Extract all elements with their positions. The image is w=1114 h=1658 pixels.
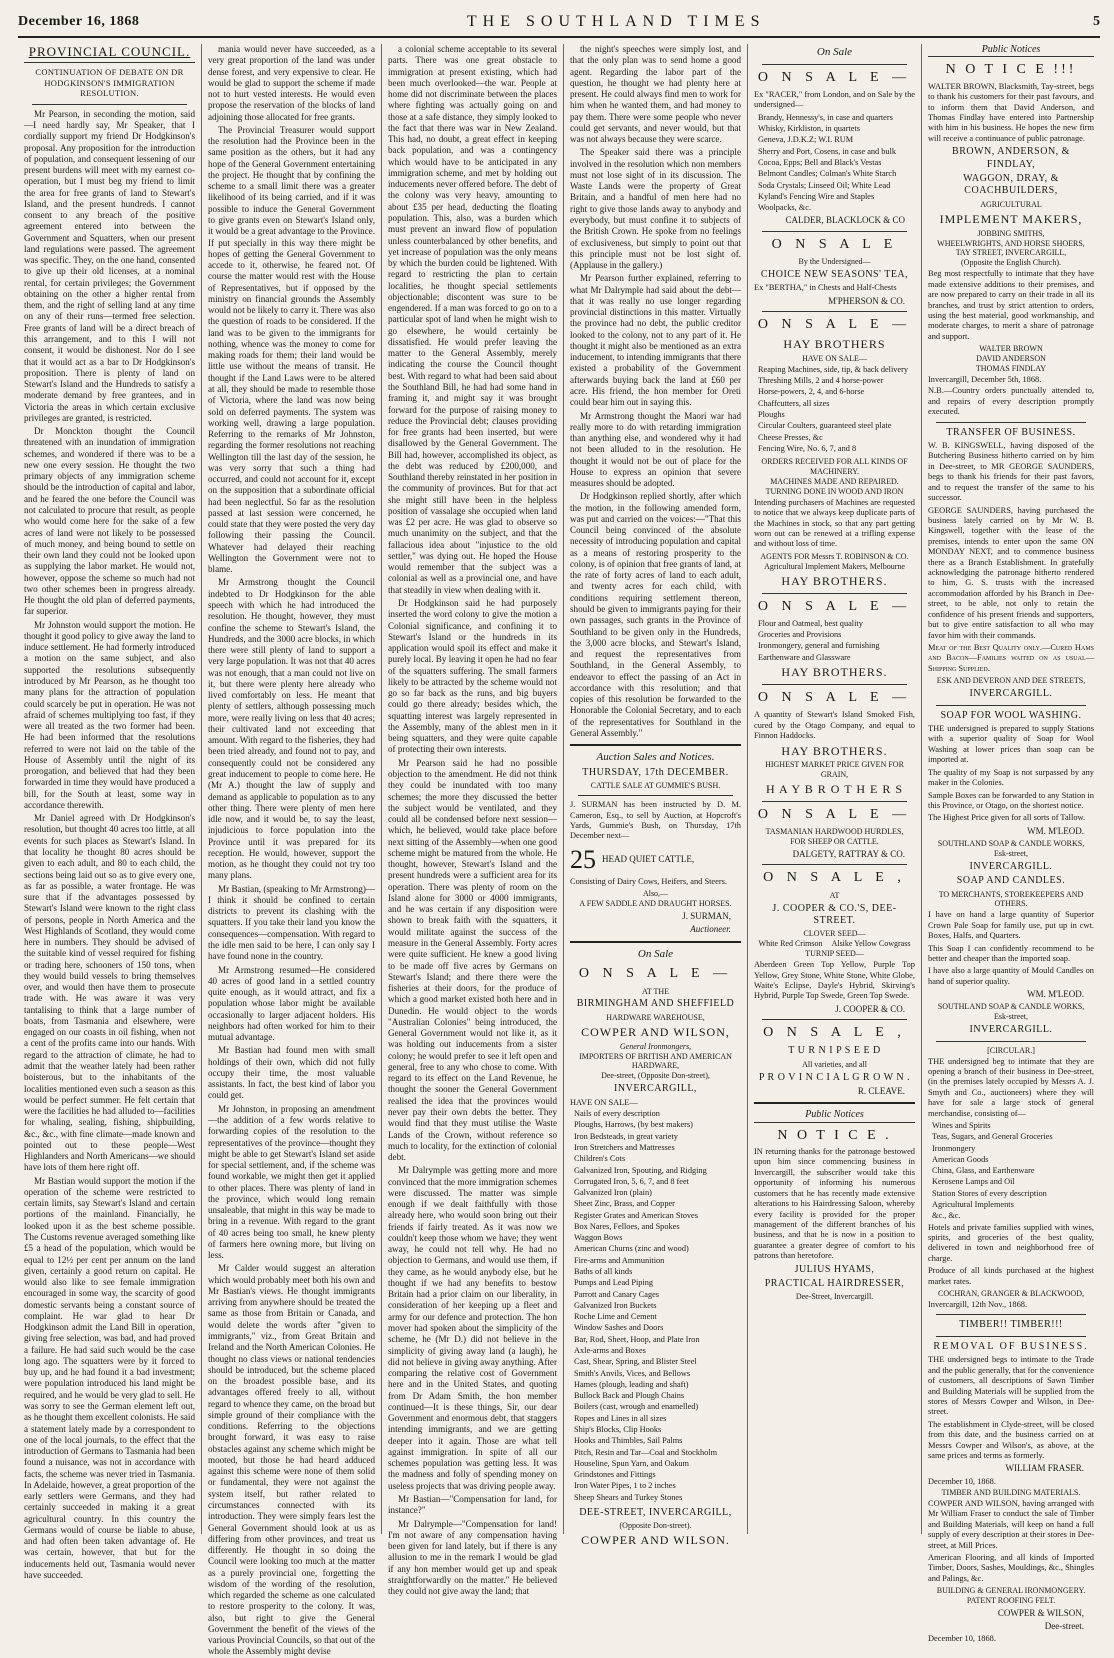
- list-item: Sherry and Port, Cosens, in case and bulk: [758, 146, 897, 156]
- list-item: Register Grates and American Stoves: [574, 1210, 698, 1220]
- on-sale-banner: O N S A L E —: [757, 807, 912, 823]
- ad-text: Meat of the Best Quality only.—Cured Hams and Bacon—Families waited on as usual—Shipping Supplied.: [928, 643, 1094, 673]
- firm-line: TAY STREET, INVERCARGILL,: [955, 248, 1067, 258]
- list-item: Brandy, Hennessy's, in case and quarters: [758, 112, 893, 122]
- ad-text: COWPER AND WILSON, having arranged with Mr William Fraser to conduct the sale of Timber and Building Materials, will keep on hand a full supply of every description at their stores in Dee-street, at Mill Prices.: [928, 1498, 1094, 1550]
- list-item: Fencing Wire, No. 6, 7, and 8: [758, 443, 857, 453]
- article-paragraph: the night's speeches were simply lost, and that the only plan was to send home a good agent. Regarding the labor part of the question, he thought we had plenty here at present. He could always find men to work for him when he wanted them, and had money to pay them. There were some people who never could get servants, and never would, but that was not always because they were scarce.: [570, 44, 741, 145]
- ad-text: The Highest Price given for all sorts of Tallow.: [928, 813, 1086, 823]
- list-item: Grindstones and Fittings: [574, 1470, 656, 1480]
- ad-text: THE undersigned is prepared to supply Stations with a superior quality of Soap for Wool Washing at lower prices than soap can be imported at.: [928, 723, 1094, 765]
- ad-text: THE undersigned begs to intimate to the Trade and the public generally, that for the convenience of customers, all descriptions of Sawn Timber and Building Materials will be supplied from the stores of Messrs Cowper and Wilson, in Dee-street.: [928, 1355, 1094, 1417]
- list-item: Sheep Shears and Turkey Stones: [574, 1492, 683, 1502]
- article-paragraph: Mr Armstrong resumed—He considered 40 acres of good land in a settled country quite enough, as it would attract, and fix a population whose labor might be available occasionally to larger adjacent holders. His neighbors had often worked for him to their mutual advantage.: [208, 964, 375, 1043]
- notice-title: N O T I C E !!!: [945, 62, 1077, 78]
- firm-signature: HAY BROTHERS.: [781, 573, 888, 588]
- divider: [936, 1336, 1086, 1337]
- list-item: Pumps and Lead Piping: [574, 1278, 654, 1288]
- firm-line: IMPLEMENT MAKERS,: [939, 211, 1083, 226]
- list-item: &c., &c.: [932, 1211, 961, 1221]
- firm-name: HAY BROTHERS: [783, 337, 886, 352]
- list-item: Ironmongery: [932, 1143, 976, 1153]
- firm-signature: CALDER, BLACKLOCK & CO: [785, 215, 905, 226]
- ad-heading: SOAP AND CANDLES.: [956, 875, 1066, 887]
- firm-importers: IMPORTERS OF BRITISH AND AMERICAN HARDWARE,: [579, 1051, 732, 1071]
- list-item: Kerosene Lamps and Oil: [932, 1177, 1015, 1187]
- firm-line: WHEELWRIGHTS, AND HORSE SHOERS,: [937, 238, 1085, 248]
- masthead: [18, 8, 1100, 38]
- have-on-sale-label: HAVE ON SALE—: [570, 1097, 638, 1107]
- list-item: Hooks and Thimbles, Sail Palms: [574, 1436, 683, 1446]
- ad-heading: REMOVAL OF BUSINESS.: [933, 1340, 1089, 1352]
- list-item: Houseline, Spun Yarn, and Oakum: [574, 1458, 689, 1468]
- article-paragraph: Mr Calder would suggest an alteration which would probably meet both his own and Mr Bastian's views. He thought immigrants arriving from anywhere should be treated the same as those from Britain or Canada, and would delete the words after "given to immigrants," viz., from Great Britain and Ireland and the North American Colonies. He thought no class views or national tendencies should be introduced, but the scheme placed on the broadest possible base, and its advantages offered freely to all, without regard to whence they came, on the broad but simple ground of their compliance with the conditions. Referring to the objections brought forward, it was easy to raise obstacles against any scheme which might be mooted, but those he had heard adduced against this scheme were none of them solid or fundamental, they were not against the system itself, but rather related to circumstances connected with its introduction. They were simply fears lest the General Government should look at us as differing from other provinces, and treat us differently. He thought in so doing the Council were looking too much at the matter as a purely provincial one, forgetting the wisdom of the wording of the resolution, which regarded the scheme as one calculated to restore prosperity to the colony. It was, also, but right to give the General Government the benefit of the views of the various Provincial Councils, so that out of the whole the Assembly might devise: [208, 1263, 375, 1657]
- divider: [936, 1041, 1086, 1042]
- ad-text: AT: [829, 890, 840, 900]
- ad-heading: INVERCARGILL.: [969, 1024, 1053, 1036]
- list-item: Earthenware and Glassware: [758, 652, 851, 662]
- list-item: Galvanized Iron Buckets: [574, 1300, 657, 1310]
- ad-text: I have also a large quantity of Mould Candles on hand of superior quality.: [928, 966, 1094, 986]
- list-item: Horse-powers, 2, 4, and 6-horse: [758, 387, 865, 397]
- ad-date: Invercargill, December 5th, 1868.: [928, 374, 1042, 384]
- ad-heading: TURNIP SEED—: [805, 949, 864, 959]
- list-item: Station Stores of every description: [932, 1188, 1047, 1198]
- list-item: American Churns (zinc and wood): [574, 1244, 689, 1254]
- ad-text: THE undersigned beg to intimate that they are opening a branch of their business in Dee-street, (in the premises lately occupied by Messrs A. J. Smyth and Co., auctioneers) where they will have for sale a large stock of general merchandise, consisting of—: [928, 1056, 1094, 1118]
- divider: [578, 795, 733, 796]
- advertiser-title: PRACTICAL HAIRDRESSER,: [764, 1278, 905, 1290]
- list-item: Cast, Shear, Spring, and Blister Steel: [574, 1357, 697, 1367]
- page-number: 5: [1093, 14, 1100, 29]
- list-item: American Goods: [932, 1154, 989, 1164]
- list-item: Roche Lime and Cement: [574, 1312, 657, 1322]
- clover-varieties-left: White Red Crimson: [758, 939, 823, 949]
- article-paragraph: Mr Daniel agreed with Dr Hodgkinson's resolution, but thought 40 acres too little, at all events for such places as Stewart's Island. In that locality he thought 80 acres should be given to each adult, and 80 to each child, the sections being laid out so as to give every one, as far as possible, a water frontage. He was sure that if the advantages possessed by Stewart's Island were known to the right class of persons, people in North America and the West Highlands of Scotland, they would come here in numbers. They should be advised of the suitable kind of vessel required for fishing or trading here, schooners of 150 tons, when they would build vessels to bring themselves over, and would then have them to prosecute trade with. He was aware it was very tantalising to think that a large number of boats, from Tasmania and elsewhere, were engaged on our coasts in oil fishing, when not a cent of the profits came into our hands. With regard to the attraction of climate, he had to admit that the weather lately had been rather boisterous, but to the inhabitants of the localities mentioned even such a season as this would be perfect summer. He felt certain that were the facilities he had alluded to—facilities for whaling, sealing, fishing, shipbuilding, &c., &c., with fine climate—made known and pointed out to these people—West Highlanders and North Americans—we should have lots of them here right off.: [24, 813, 195, 1173]
- ad-heading: AGENTS FOR Messrs T. ROBINSON & CO.: [760, 551, 909, 561]
- ad-heading: TIMBER!! TIMBER!!!: [959, 1319, 1063, 1331]
- article-paragraph: a colonial scheme acceptable to its several parts. There was one great obstacle to immigration at present existing, which had been much overlooked—the war. People at home did not discriminate between the places where fighting was actually going on and those at a safe distance, they simply looked to the fact that there was war in New Zealand. This had, no doubt, a great effect in keeping back population, and was a contingency which would have to be anticipated in any immigration scheme, and met by holding out inducements never offered before. The debt of the colony was very heavy, amounting to about £35 per head, deducting the floating population. This, also, was a burden which must prevent an inward flow of population unless counterbalanced by other benefits, and yet increase of population was the only means by which the burden could be lightened. With regard to restricting the plan to certain localities, he thought special settlements objectionable; discontent was sure to be engendered. If a man was forced to go on to a particular spot of land when he might wish to go elsewhere, he would certainly be dissatisfied. He would prefer leaving the matter to the General Assembly, merely indicating the course the Council thought best. With regard to what had been said about the Southland Bill, he had had some hand in framing it, and might say it was brought forward for the purpose of raising money to reduce the Provincial debt; clauses providing for free grants had been inserted, but were disallowed by the General Government. The Bill had, however, accomplished its object, as the debt was reduced by £200,000, and Southland thereby reinstated in her position in the community of provinces. But for that act she might still have been in the helpless position of vassalage she occupied when land was £2 per acre. He was glad to observe so much unanimity on the subject, and that the fallacious idea about "injustice to the old settler," was dying out. He hoped the House would remember that the subject was a colonial as well as a provincial one, and have that steadily in view when dealing with it.: [388, 44, 557, 595]
- list-item: Parrott and Canary Cages: [574, 1289, 660, 1299]
- advertiser-name: JULIUS HYAMS,: [794, 1263, 875, 1275]
- article-paragraph: Mr Pearson further explained, referring to what Mr Dalrymple had said about the debt—that it was really no use longer regarding provincial distinctions in this matter. Virtually the province had no debt, the public creditor looked to the colony, not to any part of it. He thought it might also be mentioned as an extra inducement, to intending immigrants that there existed a probability of the Government afterwards buying back the land at £60 per acre. His friend, the hon member for Oreti could bear him out in saying this.: [570, 273, 741, 408]
- list-item: Iron Bedsteads, in great variety: [574, 1131, 678, 1141]
- auctioneer-name: J. SURMAN,: [682, 911, 731, 922]
- ad-text: W. B. KINGSWELL, having disposed of the Butchering Business hitherto carried on by him in Dee-street, to MR GEORGE SAUNDERS, begs to thank his friends for their past favors, and to request the transfer of the same to his successor.: [928, 441, 1094, 503]
- article-paragraph: Mr Bastian, (speaking to Mr Armstrong)—I think it should be confined to certain districts to prevent its clashing with the squatters. If you take their land you know the consequences—compensation. With regard to the idle men said to be here, I can only say I have found none in the country.: [208, 883, 375, 962]
- ad-text: Hotels and private families supplied with wines, spirits, and groceries of the best quality, delivered in town and neighborhood free of charge.: [928, 1222, 1094, 1263]
- ad-text: Intending purchasers of Machines are requested to notice that we always keep duplicate parts of the Machines in stock, so that any part getting worn out can be renewed at a trifling expense and without loss of time.: [754, 497, 915, 549]
- ad-heading: SOUTHLAND SOAP & CANDLE WORKS,: [937, 838, 1085, 848]
- ad-heading: TO MERCHANTS, STOREKEEPERS AND OTHERS.: [938, 889, 1084, 909]
- public-notices-heading: Public Notices: [928, 44, 1094, 57]
- advertiser-address: Dee-street.: [1044, 1621, 1084, 1632]
- ad-text: Ex "RACER," from London, and on Sale by the undersigned—: [754, 89, 915, 110]
- ad-text: Sample Boxes can be forwarded to any Station in this Province, or Otago, on the shortest notice.: [928, 790, 1094, 810]
- firm-line: BROWN, ANDERSON, & FINDLAY,: [952, 146, 1070, 170]
- divider: [936, 422, 1086, 423]
- article-paragraph: Mr Dalrymple—"Compensation for land! I'm not aware of any compensation having been given for land lately, but if there is any allusion to me in the remark I would be glad if any hon member would get up and speak straightforwardly on the matter." He believed they could not give away the land; that: [388, 1518, 557, 1597]
- list-item: Ship's Blocks, Clip Hooks: [574, 1424, 662, 1434]
- have-on-sale-label: HAVE ON SALE—: [802, 353, 867, 363]
- on-sale-heading: On Sale: [816, 46, 853, 58]
- ad-text: Ex "BERTHA," in Chests and Half-Chests: [754, 283, 897, 293]
- ad-heading: SOAP FOR WOOL WASHING.: [940, 709, 1082, 721]
- firm-address: Dee-street, (Opposite Don-street),: [601, 1071, 710, 1081]
- list-item: Waggon Bows: [574, 1233, 623, 1243]
- list-item: Flour and Oatmeal, best quality: [758, 618, 863, 628]
- list-item: Geneva, J.D.K.Z; W.I. RUM: [758, 135, 854, 145]
- firm-name: J. COOPER & CO.'S, DEE-STREET.: [772, 902, 897, 927]
- on-sale-banner: O N S A L E —: [578, 966, 733, 982]
- ad-heading: CLOVER SEED—: [803, 929, 866, 939]
- list-item: Wines and Spirits: [932, 1121, 991, 1131]
- article-paragraph: Dr Monckton thought the Council threatened with an inundation of immigration schemes, and wondered if there was to be a new one every session. He thought the two primary objects of any immigration scheme should be the introduction of capital and labor, and he feared the one before the Council was not calculated to procure that result, as people who would come here for the sake of a few acres of land were not likely to be possessed of much money, and being bound to settle on their own land they could not be looked upon as supplying the labor market. He would not, however, oppose the scheme so much had not two other schemes been in progress already. He thought the old plan of deferred payments, far superior.: [24, 426, 195, 617]
- list-item: Iron Water Pipes, 1 to 2 inches: [574, 1481, 676, 1491]
- column-4: [564, 44, 748, 1548]
- auction-date: THURSDAY, 17th DECEMBER.: [582, 766, 729, 778]
- warehouse-name-2: HARDWARE WAREHOUSE,: [606, 1012, 705, 1022]
- firm-signature: M'PHERSON & CO.: [828, 295, 905, 306]
- ad-text: This Soap I can confidently recommend to be better and cheaper than the imported soap.: [928, 943, 1094, 964]
- divider: [762, 593, 907, 594]
- divider: [936, 1314, 1086, 1315]
- ad-heading: ORDERS RECEIVED FOR ALL KINDS OF MACHINERY.: [761, 457, 908, 477]
- ad-date: December 10, 1868.: [928, 1634, 996, 1644]
- article-subhead: CONTINUATION OF DEBATE ON DR HODGKINSON'S IMMIGRATION RESOLUTION.: [35, 67, 184, 99]
- list-item: Teas, Sugars, and General Groceries: [932, 1132, 1053, 1142]
- ad-text: By the Undersigned—: [798, 256, 871, 266]
- article-paragraph: The Speaker said there was a principle involved in the resolution which non members must not lose sight of in its discussion. The Waste Lands were the property of Great Britain, and a handful of men here had no right to give those lands away to anybody and everybody, but must confine it to subjects of the British Crown. He spoke from no feelings of exclusiveness, but simply to point out that this principle must not be lost sight of. (Applause in the gallery.): [570, 147, 741, 271]
- ad-heading: INVERCARGILL.: [969, 860, 1053, 872]
- warehouse-name: BIRMINGHAM AND SHEFFIELD: [576, 998, 735, 1010]
- list-item: Nails of every description: [574, 1109, 660, 1119]
- article-paragraph: Mr Armstrong thought the Maori war had really more to do with retarding immigration than anything else, and wondered why it had not been alluded to in the resolution. He thought it would not be out of place for the House to express an opinion that severe measures should be adopted.: [570, 410, 741, 489]
- list-item: Pitch, Resin and Tar—Coal and Stockholm: [574, 1447, 718, 1457]
- on-sale-banner: O N S A L E —: [757, 689, 912, 705]
- ad-heading: PATENT ROOFING FELT.: [966, 1596, 1056, 1606]
- on-sale-banner: O N S A L E: [771, 236, 898, 252]
- list-item: Soda Crystals; Linseed Oil; White Lead: [758, 180, 891, 190]
- article-paragraph: mania would never have succeeded, as a very great proportion of the land was under dense forest, and very expensive to clear. He would be glad to support the scheme if made not to hurt vested interests. He would even propose the reservation of the blocks of land adjoining those allocated for free grants.: [208, 44, 375, 122]
- article-paragraph: Mr Bastian—"Compensation for land, for instance?": [388, 1494, 557, 1516]
- ad-text: N.B.—Country orders punctually attended to, and repairs of every description promptly executed.: [928, 386, 1094, 417]
- divider: [32, 104, 187, 105]
- footer-opposite: (Opposite Don-street).: [619, 1521, 692, 1531]
- auctioneer-title: Auctioneer.: [690, 924, 731, 935]
- ad-heading: TIMBER AND BUILDING MATERIALS.: [941, 1488, 1081, 1498]
- ad-heading: MACHINES MADE AND REPAIRED.: [770, 476, 899, 486]
- horses-label: A FEW SADDLE AND DRAUGHT HORSES.: [579, 899, 732, 909]
- firm-signature: H A Y B R O T H E R S: [765, 782, 904, 797]
- article-paragraph: Dr Hodgkinson replied shortly, after which the motion, in the following amended form, was put and carried on the voices:—"That this Council being convinced of the absolute necessity of introducing population and capital as a means of restoring prosperity to the colony, is of opinion that free grants of land, at the rate of forty acres of land to each adult, and twenty acres for each child, with conditions requiring settlement thereon, should be given to immigrants paying for their own passages, such grants in the Province of Southland to be given only in the Hundreds, the 3,000 acre blocks, and Stewart's Island, and request the representatives from Southland, in the General Assembly, to endeavor to effect the passing of an Act in accordance with this resolution; and that copies of this resolution be forwarded to the Honorable the Colonial Secretary, and to each of the representatives for Southland in the General Assembly.": [570, 491, 741, 738]
- ad-heading: ESK AND DEVERON AND DEE STREETS,: [936, 676, 1086, 686]
- list-item: Cheese Presses, &c: [758, 432, 823, 442]
- firm-line: JOBBING SMITHS,: [977, 228, 1045, 238]
- divider: [762, 311, 907, 312]
- public-notices-heading: Public Notices: [754, 1109, 915, 1122]
- ad-text: Produce of all kinds purchased at the highest market rates.: [928, 1266, 1094, 1286]
- auction-text: J. SURMAN has been instructed by D. M. Cameron, Esq., to sell by Auction, at Hopcroft's Yards, Gummie's Bush, on Thursday, 17th December next—: [570, 800, 741, 841]
- clover-varieties-right: Alsike Yellow Cowgrass: [831, 939, 911, 949]
- firm-signature: DALGETY, RATTRAY & CO.: [792, 849, 905, 860]
- firm-signature: HAY BROTHERS.: [781, 743, 888, 758]
- divider: [570, 744, 741, 746]
- list-item: Sheet Zinc, Brass, and Copper: [574, 1199, 675, 1209]
- ad-text: WALTER BROWN, Blacksmith, Tay-street, begs to thank his customers for their past favours, and to inform them that David Anderson, and Thomas Findlay have entered into Partnership with him in his business. He hopes the new firm will receive a continuance of public patronage.: [928, 81, 1094, 143]
- advertiser-name: WM. M'LEOD.: [1027, 825, 1084, 836]
- on-sale-banner: O N S A L E ,: [763, 870, 906, 886]
- list-item: Reaping Machines, side, tip, & back delivery: [758, 364, 908, 374]
- column-1: [18, 44, 202, 1580]
- list-item: Boilers (cast, wrough and enamelled): [574, 1402, 699, 1412]
- also-label: Also,—: [642, 889, 669, 899]
- partner-name: THOMAS FINDLAY: [975, 364, 1047, 374]
- list-item: Fire-arms and Ammunition: [574, 1255, 665, 1265]
- newspaper-columns: [18, 44, 1100, 1657]
- article-paragraph: Mr Johnston, in proposing an amendment—the addition of a few words relative to forwarding copies of the resolution to the representatives of the province—thought they might be able to get Stewart's Island set aside for special settlement, and, if the scheme was found workable, we might then get it applied to other places. There was plenty of land in the province, which would long remain unsaleable, that might in this way be made to bring in a revenue. With regard to the grant of 40 acres being too small, he knew plenty of farmers here owning more, but living on less.: [208, 1103, 375, 1261]
- list-item: Window Sashes and Doors: [574, 1323, 664, 1333]
- partner-name: WALTER BROWN: [979, 344, 1043, 354]
- cattle-sale-heading: CATTLE SALE AT GUMMIE'S BUSH.: [590, 781, 721, 791]
- ad-date: Invercargill, 12th Nov., 1868.: [928, 1300, 1028, 1310]
- cattle-detail: Consisting of Dairy Cows, Heifers, and Steers.: [570, 877, 728, 887]
- list-item: Ploughs: [758, 410, 785, 420]
- advertiser-address: Dee-Street, Invercargill.: [795, 1292, 874, 1302]
- article-paragraph: Mr Johnston would support the motion. He thought it good policy to give away the land to induce settlement. He had formerly introduced a motion on the same subject, and also supported the resolutions subsequently introduced by Mr Pearson, as he thought too many plans for the attraction of population could scarcely be put in operation. He was not afraid of schemes multiplying too fast, if they were all treated as the two former had been. He had been informed that the resolutions referred to were not laid on the table of the House of Assembly until the night of its prorogation, and believed that had they been forwarded in time they would have produced a bill, for the South at least, some way in accordance therewith.: [24, 619, 195, 810]
- advertiser-name: WM. M'LEOD.: [1027, 989, 1084, 1000]
- list-item: Hames (plough, leading and shaft): [574, 1379, 689, 1389]
- ad-text: IN returning thanks for the patronage bestowed upon him since commencing business in Invercargill, the subscriber would take this opportunity of informing his numerous customers that he has recently made extensive alterations to his Hairdressing Saloon, whereby every facility is provided for the proper management of the different branches of his business, and that he is now in a position to guarantee a greater degree of comfort to his patrons than heretofore.: [754, 1147, 915, 1261]
- ad-text: Beg most respectfully to intimate that they have made extensive additions to their premises, and are now prepared to carry on their trade in all its branches, and trust by strict attention to orders, using the best material, good workmanship, and moderate charges, to merit a share of patronage and support.: [928, 269, 1094, 341]
- divider: [754, 1102, 915, 1104]
- article-paragraph: Dr Hodgkinson said he had purposely inserted the word colony to give the motion a Colonial significance, and confining it to Stewart's Island or the hundreds in its application would spoil its effect and make it purely local. By leaving it open he had no fear of the squatters suffering. The small farmers likely to be attracted by the scheme would not go so far back as the runs, and big buyers could go there already; besides which, the squatting interest was largely represented in the Assembly, many of the ablest men in it being squatters, and they were quite capable of protecting their own interests.: [388, 598, 557, 755]
- divider: [762, 801, 907, 802]
- list-item: Ropes and Lines in all sizes: [574, 1413, 667, 1423]
- firm-signature: J. COOPER & CO.: [835, 1003, 905, 1014]
- ad-heading: FOR SHEEP OR CATTLE.: [790, 837, 879, 847]
- firm-line: WAGGON, DRAY, & COACHBUILDERS,: [963, 173, 1059, 197]
- ad-text: Esk-street,: [994, 848, 1028, 858]
- article-paragraph: Mr Pearson said he had no possible objection to the amendment. He did not think they could be inundated with too many schemes; the more they discussed the better the subject would be ventilated, and they could all be condensed before next session—which, he believed, would take place before next sitting of the Assembly—when one good scheme might be matured from the whole. He thought, however, Stewart's Island and the present hundreds were a sufficient area for its operation. There was plenty of room on the Island alone for 3000 or 4000 immigrants, and he was certain if any disposition were shown to break faith with the squatters, it would militate against the success of the measure in the General Assembly. Forty acres were quite sufficient. He knew a good living to be made off five acres by Germans on Stewart's Island; and there there were the fisheries at their doors, for the produce of which a good market existed both here and in Dunedin. He would object to the words "Australian Colonies" being introduced, the General Government would not like it, as it was holding out inducements from a sister colony; he would prefer to see it left open and general, free to any who chose to come. With regard to its effect on the Land Revenue, he thought the sooner the General Government realised the idea that the provinces would never pay their own debts the better. They would find that they must utilise the Waste Lands of the Crown, without reference so much to locality, for the extinction of colonial debt.: [388, 757, 557, 1163]
- firm-signature: R. CLEAVE.: [857, 1086, 905, 1097]
- list-item: Cocoa, Epps; Bell and Black's Vestas: [758, 157, 882, 167]
- list-item: Bar, Rod, Sheet, Hoop, and Plate Iron: [574, 1334, 700, 1344]
- on-sale-heading: On Sale: [637, 947, 674, 960]
- column-5: [748, 44, 922, 1534]
- article-paragraph: Mr Bastian would support the motion if the operation of the scheme were restricted to certain limits, say Stewart's Island and certain portions of the mainland. Financially, he looked upon it as the best scheme possible. The Customs revenue averaged something like £5 a head of the population, which would be equal to 12½ per cent per annum on the land given, certainly a good return on capital. He would also like to see female immigration encouraged in some way, the scarcity of good domestic servants being a constant source of complaint. He war glad to hear Dr Hodgkinson admit the Land Bill in operation, giving free selection, was bad, and had proved a failure. He had said such would be the case long ago. The squatters were by it forced to buy up, and he had found it a bad investment; were population introduced his land might be required, and he would be very glad to sell. He was sorry to see the German element left out, as he thought them excellent colonists. He said a statement lately made by a correspondent to one of the local journals, to the effect that the introduction of Germans to Tasmania had been found a nuisance, was not in accordance with facts, the scheme was never tried in Tasmania. In Adelaide, however, a great proportion of the early settlers were Germans, and they had certainly succeeded in making it a great agricultural country. In this country the Germans would of course be liable to abuse, and had often been taken advantage of. He was certain, however, that but for the inducements held out, Tasmania would never have succeeded.: [24, 1175, 195, 1580]
- firm-town: INVERCARGILL,: [614, 1083, 697, 1095]
- ad-date: December 10, 1868.: [928, 1476, 996, 1486]
- footer-address: DEE-STREET, INVERCARGILL,: [579, 1506, 732, 1518]
- firm-line: AGRICULTURAL: [980, 199, 1042, 209]
- advertiser-name: COWPER & WILSON,: [997, 1608, 1084, 1619]
- ad-heading: CHOICE NEW SEASONS' TEA,: [760, 268, 909, 280]
- divider: [762, 684, 907, 685]
- divider: [570, 941, 741, 943]
- partner-name: DAVID ANDERSON: [976, 354, 1046, 364]
- ad-heading: TURNING DONE IN WOOD AND IRON: [765, 486, 904, 496]
- list-item: Corrugated Iron, 5, 6, 7, and 8 feet: [574, 1176, 689, 1186]
- ad-text: Aberdeen Green Top Yellow, Purple Top Yellow, Grey Stone, White Stone, White Globe, Waite's Eclipse, Dayle's Hybrid, Skirving's Hybrid, Purple Top Swede, Green Top Swede.: [754, 960, 915, 1001]
- notice-title: N O T I C E .: [777, 1127, 892, 1143]
- firm-signature: HAY BROTHERS.: [781, 665, 888, 680]
- ad-text: American Flooring, and all kinds of Imported Timber, Doors, Sashes, Mouldings, &c., Shingles and Palings, &c.: [928, 1553, 1094, 1583]
- column-6: [922, 44, 1100, 1644]
- at-the-label: AT THE: [641, 986, 670, 996]
- list-item: Galvanized Iron (plain): [574, 1188, 652, 1198]
- ad-heading: TRANSFER OF BUSINESS.: [946, 426, 1076, 438]
- ad-heading: SOUTHLAND SOAP & CANDLE WORKS,: [937, 1002, 1085, 1012]
- ad-heading: HIGHEST MARKET PRICE GIVEN FOR GRAIN,: [765, 760, 904, 780]
- firm-name: COWPER AND WILSON,: [581, 1024, 730, 1039]
- ad-text: I have on hand a large quantity of Superior Crown Pale Soap for family use, put up in cwt. Boxes, Halfs, and Quarters.: [928, 910, 1094, 941]
- issue-date: December 16, 1868: [18, 14, 140, 29]
- list-item: Chaffcutters, all sizes: [758, 398, 830, 408]
- ad-heading: TASMANIAN HARDWOOD HURDLES,: [765, 827, 904, 837]
- list-item: Threshing Mills, 2 and 4 horse-power: [758, 376, 884, 386]
- footer-firm: COWPER AND WILSON.: [581, 1533, 730, 1548]
- list-item: Agricultural Implements: [932, 1200, 1014, 1210]
- on-sale-banner: O N S A L E ,: [763, 1025, 906, 1041]
- ad-heading: [CIRCULAR.]: [987, 1045, 1035, 1055]
- list-item: Groceries and Provisions: [758, 630, 842, 640]
- ad-heading: BUILDING & GENERAL IRONMONGERY.: [936, 1586, 1086, 1596]
- list-item: China, Glass, and Earthenware: [932, 1166, 1035, 1176]
- auction-heading: Auction Sales and Notices.: [596, 751, 715, 764]
- list-item: Bullock Back and Plough Chains: [574, 1391, 685, 1401]
- section-title: PROVINCIAL COUNCIL.: [24, 44, 195, 63]
- divider: [762, 231, 907, 232]
- advertiser-name: COCHRAN, GRANGER & BLACKWOOD,: [937, 1289, 1084, 1299]
- list-item: Circular Coulters, guaranteed steel plate: [758, 421, 892, 431]
- column-2: [202, 44, 382, 1657]
- ad-text: The establishment in Clyde-street, will be closed from this date, and the business carried on at Messrs Cowper and Wilson's, as above, at the same prices and terms as formerly.: [928, 1419, 1094, 1461]
- list-item: Ironmongery, general and furnishing: [758, 641, 880, 651]
- divider: [762, 64, 907, 65]
- list-item: Axle-arms and Boxes: [574, 1346, 646, 1355]
- article-paragraph: Mr Bastian had found men with small holdings of their own, which did not fully occupy their time, the most valuable assistants. In fact, the best kind of labor you could get.: [208, 1045, 375, 1101]
- ad-text: Agricultural Implement Makers, Melbourne: [764, 561, 905, 571]
- on-sale-banner: O N S A L E —: [757, 598, 912, 614]
- list-item: Belmont Candles; Colman's White Starch: [758, 169, 897, 179]
- cattle-count: 25: [570, 844, 596, 874]
- firm-trade: General Ironmongers,: [619, 1041, 692, 1051]
- list-item: Box Nares, Felloes, and Spokes: [574, 1221, 680, 1231]
- firm-line: (Opposite the English Church).: [961, 258, 1061, 268]
- on-sale-banner: O N S A L E —: [757, 316, 912, 332]
- ad-heading: INVERCARGILL.: [969, 688, 1053, 700]
- list-item: Kyland's Fencing Wire and Staples: [758, 191, 875, 201]
- advertiser-name: WILLIAM FRASER.: [1005, 1463, 1084, 1474]
- ad-text: Esk-street,: [994, 1012, 1028, 1022]
- list-item: Iron Stretchers and Mattresses: [574, 1142, 675, 1152]
- article-paragraph: Mr Dalrymple was getting more and more convinced that the more immigration schemes were discussed. The matter was simple enough if we dealt faithfully with those already here, who would soon bring out their friends if fairly treated. As it was now we couldn't keep those whom we have; they went away, he could not tell why. He had no objection to Germans, and would use them, if they came, as he would anybody else, but he thought if we had any benefits to bestow Britain had a prior claim on our liberality, in consideration of her keeping up a fleet and army for our defence and protection. The hon mover had spoken about the simplicity of the scheme, he (Mr D.) did not believe in the simplicity of giving away land (a laugh), he did not believe in giving away anything. After comparing the relative cost of Government here and in the United States, and quoting from Dr Adam Smith, the hon member continued—It is these things, Sir, our dear Government and enormous debt, that staggers intending immigrants, and we are getting deeper into it again. Those are what tell against immigration. In spite of all our schemes population was getting less. It was the madness and folly of spending money on useless projects that was driving people away.: [388, 1165, 557, 1491]
- divider: [936, 705, 1086, 706]
- list-item: Whisky, Kirkliston, in quartets: [758, 124, 861, 134]
- ad-text: All varieties, and all: [802, 1059, 867, 1069]
- divider: [762, 1019, 907, 1020]
- list-item: Children's Cots: [574, 1154, 626, 1164]
- ad-heading: P R O V I N C I A L G R O W N .: [758, 1071, 911, 1083]
- ad-text: GEORGE SAUNDERS, having purchased the business lately carried on by Mr W. B. Kingswell, together with the lease of the premises, intends to enter upon the same ON MONDAY NEXT, and to commence business there as a Branch Establishment. In gratefully acknowledging the patronage hitherto rendered to him, G. S. trusts with the increased accommodation afforded by his Branch in Dee-street, to be able, not only to retain the confidence of his present friends and supporters, but to give entire satisfaction to all who may favor him with their commands.: [928, 505, 1094, 640]
- list-item: Ploughs, Harrows, (by best makers): [574, 1120, 693, 1130]
- list-item: Woolpacks, &c.: [758, 203, 812, 213]
- article-paragraph: Mr Pearson, in seconding the motion, said—I need hardly say, Mr Speaker, that I cordially support my friend Dr Hodgkinson's proposal. Any proposition for the introduction of population, and consequent lessening of our present burdens will meet with my earnest co-operation, but I must beg my friend to limit the area for free grants of land to Stewart's Island, and the present hundreds. I cannot consent to any breach of the positive agreement entered into between the Government and Squatters, when our present land regulations were passed. The agreement was specific. They, on the one hand, consented to give up their old licenses, at a nominal rental, for certain privileges; the Government obtaining on the other a higher rental from them, and the right of selling land at any time on any of their runs—termed free selection. Free grants of land will be a direct breach of this arrangement, and to this I will not consent, it would be dishonest. Nor do I see that it would act as a bar to Dr Hodgkinson's proposition. There is plenty of land on Stewart's Island and the Hundreds to satisfy a moderate demand by free grantees, and in Victoria the areas in which certain exclusive privileges are granted, is restricted.: [24, 108, 195, 423]
- list-item: Baths of all kinds: [574, 1267, 633, 1277]
- list-item: Smith's Anvils, Vices, and Bellows: [574, 1368, 691, 1378]
- article-paragraph: The Provincial Treasurer would support the resolution had the Province been in the same position as the others, but it had any hope of the General Government entertaining the project. He thought that by confining the scheme to a small limit there was a greater likelihood of its being carried, and if it was possible to induce the General Government to give grants even on Stewart's Island only, it would be a great advantage to the Province. If put specially in this way there might be hopes of getting the General Government to accede to it, otherwise, he feared not. Of course the matter would rest with the House of Representatives, but if opposed by the ministry on financial grounds the Assembly would not be likely to carry it. There was also the question of roads to be considered. If the land was to be given to the immigrants for nothing, whence was the money to come for making roads for them; their land would be little use without the means of transit. He thought if the Land Laws were to be altered at all, they should be made to resemble those of Victoria, where the land was now being sold on deferred payments. The system was working well, drawing a large population. Referring to the remarks of Mr Johnston, regarding the former resolutions not reaching Wellington till the last day of the session, he was very sorry that such a thing had occurred, and could not account for it, except on the supposition that a subordinate official had been neglectful. So far as the resolution passed at last session were concerned, he could state that they were posted the very day following their passing the Council. Whatever had delayed their reaching Wellington the Government were not to blame.: [208, 124, 376, 575]
- ad-heading: T U R N I P S E E D: [788, 1045, 881, 1057]
- on-sale-banner: O N S A L E —: [757, 69, 912, 85]
- ad-text: The quality of my Soap is not surpassed by any maker in the Colonies.: [928, 767, 1094, 788]
- cattle-label: HEAD QUIET CATTLE,: [602, 854, 695, 865]
- divider: [762, 864, 907, 865]
- article-paragraph: Mr Armstrong thought the Council indebted to Dr Hodgkinson for the able speech with which he had introduced the resolution. He thought, however, they must confine the scheme to Stewart's Island, the Hundreds, and the 3000 acre blocks, in which there were still plenty of land to support a very large population. It was not that 40 acres was not enough, that a man could not live on it, but there were plenty here already who lived comfortably on less. He meant that plenty of settlers, although possessing much more, were really living on less that 40 acres; their cultivated land not exceeding that amount. With regard to the fisheries, they had been tried already, and found not to pay, and consequently could not be considered any great inducement to people to come here. He (Mr A.) thought the law of supply and demand as applicable to population as to any other thing. There were plenty of men here idle now, and it would be, to say the least, injudicious to force population into the Province until it was prepared for its reception. He would, however, support the motion, as he thought they could not try too many plans.: [208, 577, 375, 881]
- column-3: [382, 44, 564, 1597]
- list-item: Galvanized Iron, Spouting, and Ridging: [574, 1165, 707, 1175]
- newspaper-title: THE SOUTHLAND TIMES: [466, 13, 766, 30]
- ad-text: A quantity of Stewart's Island Smoked Fish, cured by the Otago Company, and equal to Finnon Haddocks.: [754, 710, 915, 741]
